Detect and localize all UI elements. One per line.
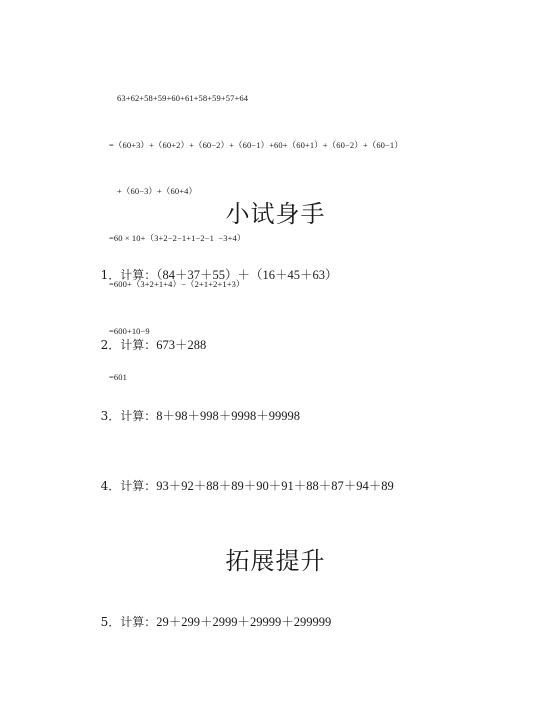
problem-4 xyxy=(93,462,394,494)
worked-line: =600+（3+2+1+4）−（2+1+2+1+3） xyxy=(109,279,245,289)
problem-expression: 673＋288 xyxy=(156,338,207,352)
problem-2 xyxy=(93,321,206,353)
problem-expression: 93＋92＋88＋89＋90＋91＋88＋87＋94＋89 xyxy=(156,479,394,493)
problem-number: 5． xyxy=(100,615,121,629)
section-heading-extension: 拓展提升 xyxy=(225,547,326,575)
worked-line: =601 xyxy=(109,372,127,382)
problem-expression: 8＋98＋998＋9998＋99998 xyxy=(156,409,301,423)
section-heading-practice: 小试身手 xyxy=(225,200,326,228)
problem-label: 计算： xyxy=(120,338,157,352)
problem-label: 计算： xyxy=(120,409,157,423)
problem-number: 2． xyxy=(100,338,121,352)
problem-3 xyxy=(93,392,300,424)
worked-line: 63+62+58+59+60+61+58+59+57+64 xyxy=(117,93,249,103)
problem-expression: （84＋37＋55）＋（16＋45＋63） xyxy=(156,268,338,282)
problem-label: 计算： xyxy=(120,615,157,629)
problem-5 xyxy=(93,598,331,630)
problem-1 xyxy=(93,251,338,283)
problem-number: 3． xyxy=(100,409,121,423)
worked-line: =60 × 10+（3+2−2−1+1−2−1 −3+4） xyxy=(109,232,246,243)
worked-line: +（60−3）+（60+4） xyxy=(117,186,198,196)
problem-expression: 29＋299＋2999＋29999＋299999 xyxy=(156,615,332,629)
problem-label: 计算： xyxy=(120,479,157,493)
problem-number: 1． xyxy=(100,268,121,282)
worked-line: =（60+3）+（60+2）+（60−2）+（60−1）+60+（60+1）+（60−2）+（60−1） xyxy=(109,139,403,150)
worked-line: =600+10−9 xyxy=(109,325,150,336)
problem-number: 4． xyxy=(100,479,121,493)
problem-label: 计算： xyxy=(120,268,157,282)
